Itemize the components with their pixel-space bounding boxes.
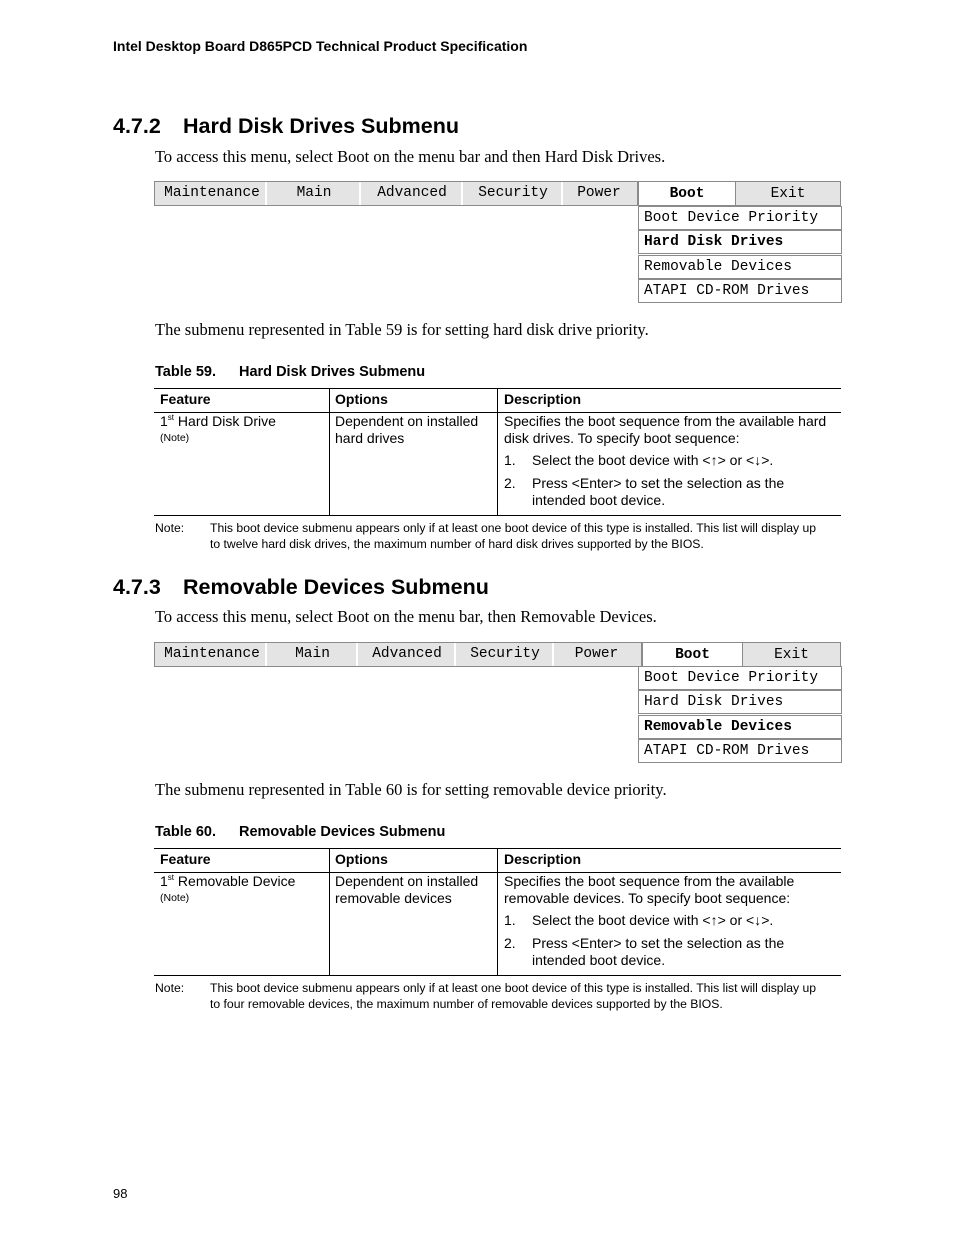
section-intro: To access this menu, select Boot on the menu bar, then Removable Devices.: [155, 607, 657, 626]
submenu-item-hard-disk-drives-active[interactable]: Hard Disk Drives: [638, 230, 842, 254]
column-header-options: Options: [335, 851, 388, 867]
table-column-rule: [497, 848, 498, 976]
note-text: This boot device submenu appears only if at least one boot device of this type is installed. This list will display up to twelve hard disk drives, the maximum number of hard disk drives supported by the BIOS.: [210, 521, 817, 551]
options-line: Dependent on installed: [335, 413, 479, 429]
feature-table: Feature Options Description 1st Hard Disk Drive (Note) Dependent on installed hard drives Specifies the boot sequence from the available hard disk drives. To specify boot sequence: 1. Select the boot device with <↑> or <↓>. 2. Press <Enter> to set the selection as the intended boot device.: [154, 388, 841, 516]
page-number: 98: [113, 1186, 128, 1201]
column-header-options: Options: [335, 391, 388, 407]
menu-item-power[interactable]: Power: [577, 185, 621, 201]
section-number: 4.7.2: [113, 114, 161, 138]
table-note: [155, 520, 842, 554]
feature-cell: 1st Removable Device: [160, 873, 296, 889]
section-title: Hard Disk Drives Submenu: [183, 114, 460, 138]
table-column-rule: [497, 388, 498, 516]
menu-item-main[interactable]: Main: [296, 185, 332, 201]
section-description: The submenu represented in Table 59 is for setting hard disk drive priority.: [155, 320, 649, 339]
menu-item-exit[interactable]: Exit: [743, 642, 841, 667]
section-heading-4-7-2: [113, 114, 459, 139]
options-line: hard drives: [335, 430, 405, 446]
section-heading-4-7-3: [113, 575, 489, 600]
menu-item-advanced[interactable]: Advanced: [377, 185, 447, 201]
description-line: Specifies the boot sequence from the available: [504, 873, 795, 889]
section-number: 4.7.3: [113, 575, 161, 599]
menu-item-security[interactable]: Security: [478, 185, 548, 201]
table-note: [155, 980, 842, 1014]
note-text: This boot device submenu appears only if at least one boot device of this type is installed. This list will display up to four removable devices, the maximum number of removable devices supported by the BIOS.: [210, 981, 817, 1011]
running-header: Intel Desktop Board D865PCD Technical Product Specification: [113, 38, 528, 54]
menu-item-security[interactable]: Security: [470, 646, 540, 662]
column-header-description: Description: [504, 851, 582, 867]
feature-table: Feature Options Description 1st Removable Device (Note) Dependent on installed removable devices Specifies the boot sequence from the available removable devices. To specify boot sequence: 1. Select the boot device with <↑> or <↓>. 2. Press <Enter> to set the selection as the intended boot device.: [154, 848, 841, 977]
menu-item-advanced[interactable]: Advanced: [372, 646, 442, 662]
table-column-rule: [329, 388, 330, 516]
submenu-item-hard-disk-drives[interactable]: Hard Disk Drives: [638, 690, 842, 714]
options-line: Dependent on installed: [335, 873, 479, 889]
note-label: Note:: [155, 981, 185, 995]
column-header-feature: Feature: [160, 851, 211, 867]
options-line: removable devices: [335, 890, 452, 906]
menu-item-boot-selected[interactable]: Boot: [638, 181, 736, 206]
section-title: Removable Devices Submenu: [183, 575, 489, 599]
column-header-description: Description: [504, 391, 582, 407]
section-intro: To access this menu, select Boot on the menu bar and then Hard Disk Drives.: [155, 147, 666, 166]
submenu-item-boot-device-priority[interactable]: Boot Device Priority: [638, 206, 842, 230]
menu-item-exit[interactable]: Exit: [736, 181, 841, 206]
menu-item-maintenance[interactable]: Maintenance: [164, 185, 260, 201]
menu-item-main[interactable]: Main: [295, 646, 330, 662]
section-description: The submenu represented in Table 60 is for setting removable device priority.: [155, 780, 667, 799]
table-caption: [155, 824, 445, 840]
submenu-item-atapi-cdrom-drives[interactable]: ATAPI CD-ROM Drives: [638, 739, 842, 763]
bios-menu-bar: [154, 642, 841, 667]
submenu-item-atapi-cdrom-drives[interactable]: ATAPI CD-ROM Drives: [638, 279, 842, 303]
table-title: Hard Disk Drives Submenu: [239, 364, 426, 380]
submenu-item-removable-devices[interactable]: Removable Devices: [638, 255, 842, 279]
bios-menu-bar: [154, 181, 841, 206]
menu-item-power[interactable]: Power: [574, 646, 619, 662]
menu-item-maintenance[interactable]: Maintenance: [164, 646, 260, 662]
menu-item-boot-selected[interactable]: Boot: [642, 642, 743, 667]
description-line: removable devices. To specify boot sequence:: [504, 890, 791, 906]
description-line: disk drives. To specify boot sequence:: [504, 430, 740, 446]
feature-note-ref: (Note): [160, 432, 190, 444]
table-number: Table 59.: [155, 364, 216, 380]
note-label: Note:: [155, 521, 185, 535]
table-caption: [155, 364, 425, 380]
table-number: Table 60.: [155, 824, 216, 840]
column-header-feature: Feature: [160, 391, 211, 407]
feature-note-ref: (Note): [160, 892, 190, 904]
description-line: Specifies the boot sequence from the available hard: [504, 413, 827, 429]
table-column-rule: [329, 848, 330, 976]
submenu-item-removable-devices-active[interactable]: Removable Devices: [638, 715, 842, 739]
table-title: Removable Devices Submenu: [239, 824, 446, 840]
submenu-item-boot-device-priority[interactable]: Boot Device Priority: [638, 666, 842, 690]
feature-cell: 1st Hard Disk Drive: [160, 413, 276, 429]
